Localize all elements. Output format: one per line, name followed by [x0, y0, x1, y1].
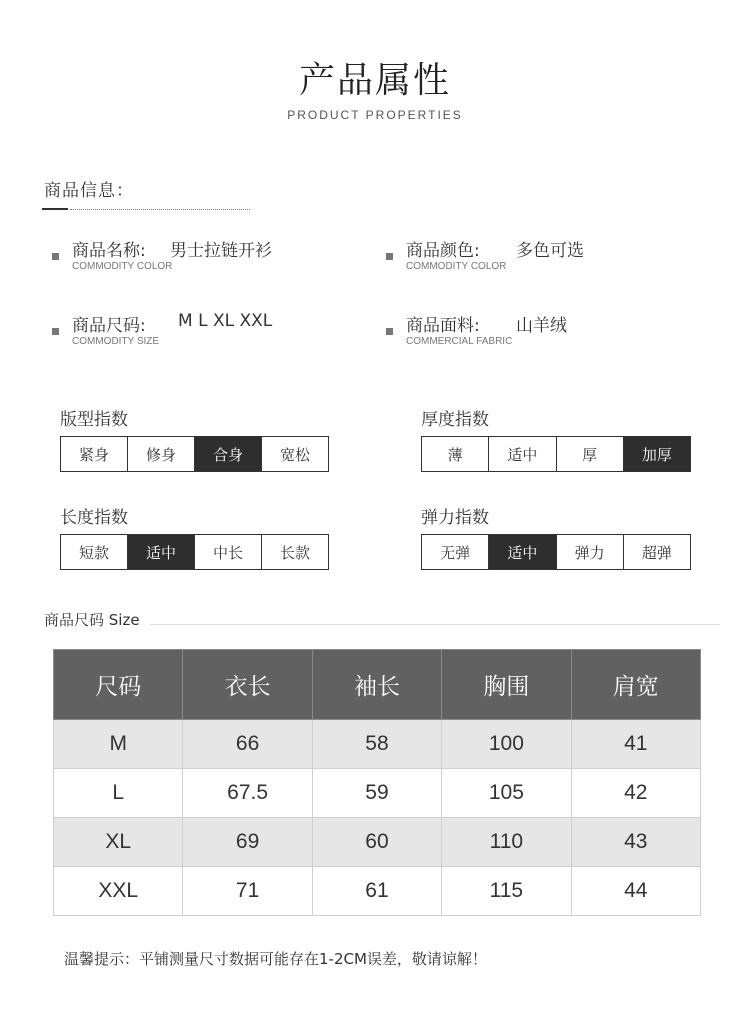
- square-bullet-icon: [52, 253, 59, 260]
- table-cell: 105: [442, 769, 571, 818]
- attr-en-label: COMMODITY COLOR: [406, 261, 507, 272]
- fit-option: 紧身: [61, 437, 128, 471]
- attr-label: 商品名称:: [72, 241, 146, 261]
- table-cell: 41: [571, 720, 700, 769]
- fit-index-scale: [60, 436, 329, 472]
- attr-label: 商品面料:: [406, 316, 480, 336]
- elasticity-option: 适中: [489, 535, 556, 569]
- table-row: [54, 769, 701, 818]
- attr-en-label: COMMODITY SIZE: [72, 336, 160, 347]
- square-bullet-icon: [386, 253, 393, 260]
- col-header-chest: 胸围: [442, 650, 571, 720]
- length-option: 短款: [61, 535, 128, 569]
- thickness-option: 薄: [422, 437, 489, 471]
- fit-option: 合身: [195, 437, 262, 471]
- size-table: [53, 649, 701, 916]
- table-cell: 100: [442, 720, 571, 769]
- col-header-shoulder: 肩宽: [571, 650, 700, 720]
- col-header-length: 衣长: [183, 650, 312, 720]
- square-bullet-icon: [52, 328, 59, 335]
- table-cell: L: [54, 769, 183, 818]
- size-table-header-row: [54, 650, 701, 720]
- fit-index-title: 版型指数: [60, 410, 128, 430]
- elasticity-option: 无弹: [422, 535, 489, 569]
- table-cell: 110: [442, 818, 571, 867]
- length-option: 适中: [128, 535, 195, 569]
- table-row: [54, 720, 701, 769]
- col-header-size: 尺码: [54, 650, 183, 720]
- measurement-tip: 温馨提示：平铺测量尺寸数据可能存在1-2CM误差，敬请谅解！: [64, 950, 487, 968]
- table-cell: XXL: [54, 867, 183, 916]
- table-cell: 69: [183, 818, 312, 867]
- attr-value: 男士拉链开衫: [170, 241, 272, 261]
- col-header-sleeve: 袖长: [312, 650, 441, 720]
- attr-label: 商品颜色:: [406, 241, 480, 261]
- elasticity-option: 弹力: [557, 535, 624, 569]
- attr-value: 多色可选: [516, 241, 584, 261]
- info-underline: [42, 208, 68, 210]
- table-cell: 67.5: [183, 769, 312, 818]
- table-cell: 42: [571, 769, 700, 818]
- attr-label: 商品尺码:: [72, 316, 146, 336]
- elasticity-option: 超弹: [641, 543, 672, 562]
- size-heading: 商品尺码 Size: [44, 611, 140, 629]
- table-cell: 58: [312, 720, 441, 769]
- table-cell: 61: [312, 867, 441, 916]
- page-title: 产品属性: [298, 60, 451, 101]
- elasticity-index-scale: [421, 534, 691, 570]
- fit-option: 修身: [128, 437, 195, 471]
- thickness-option: 厚: [557, 437, 624, 471]
- table-cell: 66: [183, 720, 312, 769]
- thickness-index-scale: [421, 436, 691, 472]
- elasticity-index-title: 弹力指数: [421, 508, 489, 528]
- length-index-scale: [60, 534, 329, 570]
- attr-value: M L XL XXL: [178, 311, 273, 331]
- table-cell: 59: [312, 769, 441, 818]
- thickness-option: 加厚: [624, 437, 690, 471]
- thickness-index-title: 厚度指数: [421, 410, 489, 430]
- table-row: [54, 867, 701, 916]
- attr-en-label: COMMERCIAL FABRIC: [406, 336, 513, 347]
- page-subtitle: PRODUCT PROPERTIES: [287, 108, 463, 122]
- size-heading-divider: [150, 624, 720, 625]
- table-cell: XL: [54, 818, 183, 867]
- length-option: 中长: [195, 535, 262, 569]
- table-cell: 43: [571, 818, 700, 867]
- table-cell: 60: [312, 818, 441, 867]
- length-option: 长款: [279, 543, 310, 562]
- attr-en-label: COMMODITY COLOR: [72, 261, 173, 272]
- table-cell: 44: [571, 867, 700, 916]
- table-cell: M: [54, 720, 183, 769]
- table-row: [54, 818, 701, 867]
- attr-value: 山羊绒: [516, 316, 567, 336]
- fit-option: 宽松: [279, 445, 310, 464]
- info-heading: 商品信息：: [44, 181, 134, 201]
- square-bullet-icon: [386, 328, 393, 335]
- table-cell: 115: [442, 867, 571, 916]
- length-index-title: 长度指数: [60, 508, 128, 528]
- thickness-option: 适中: [489, 437, 556, 471]
- table-cell: 71: [183, 867, 312, 916]
- info-dotted-divider: [70, 209, 250, 210]
